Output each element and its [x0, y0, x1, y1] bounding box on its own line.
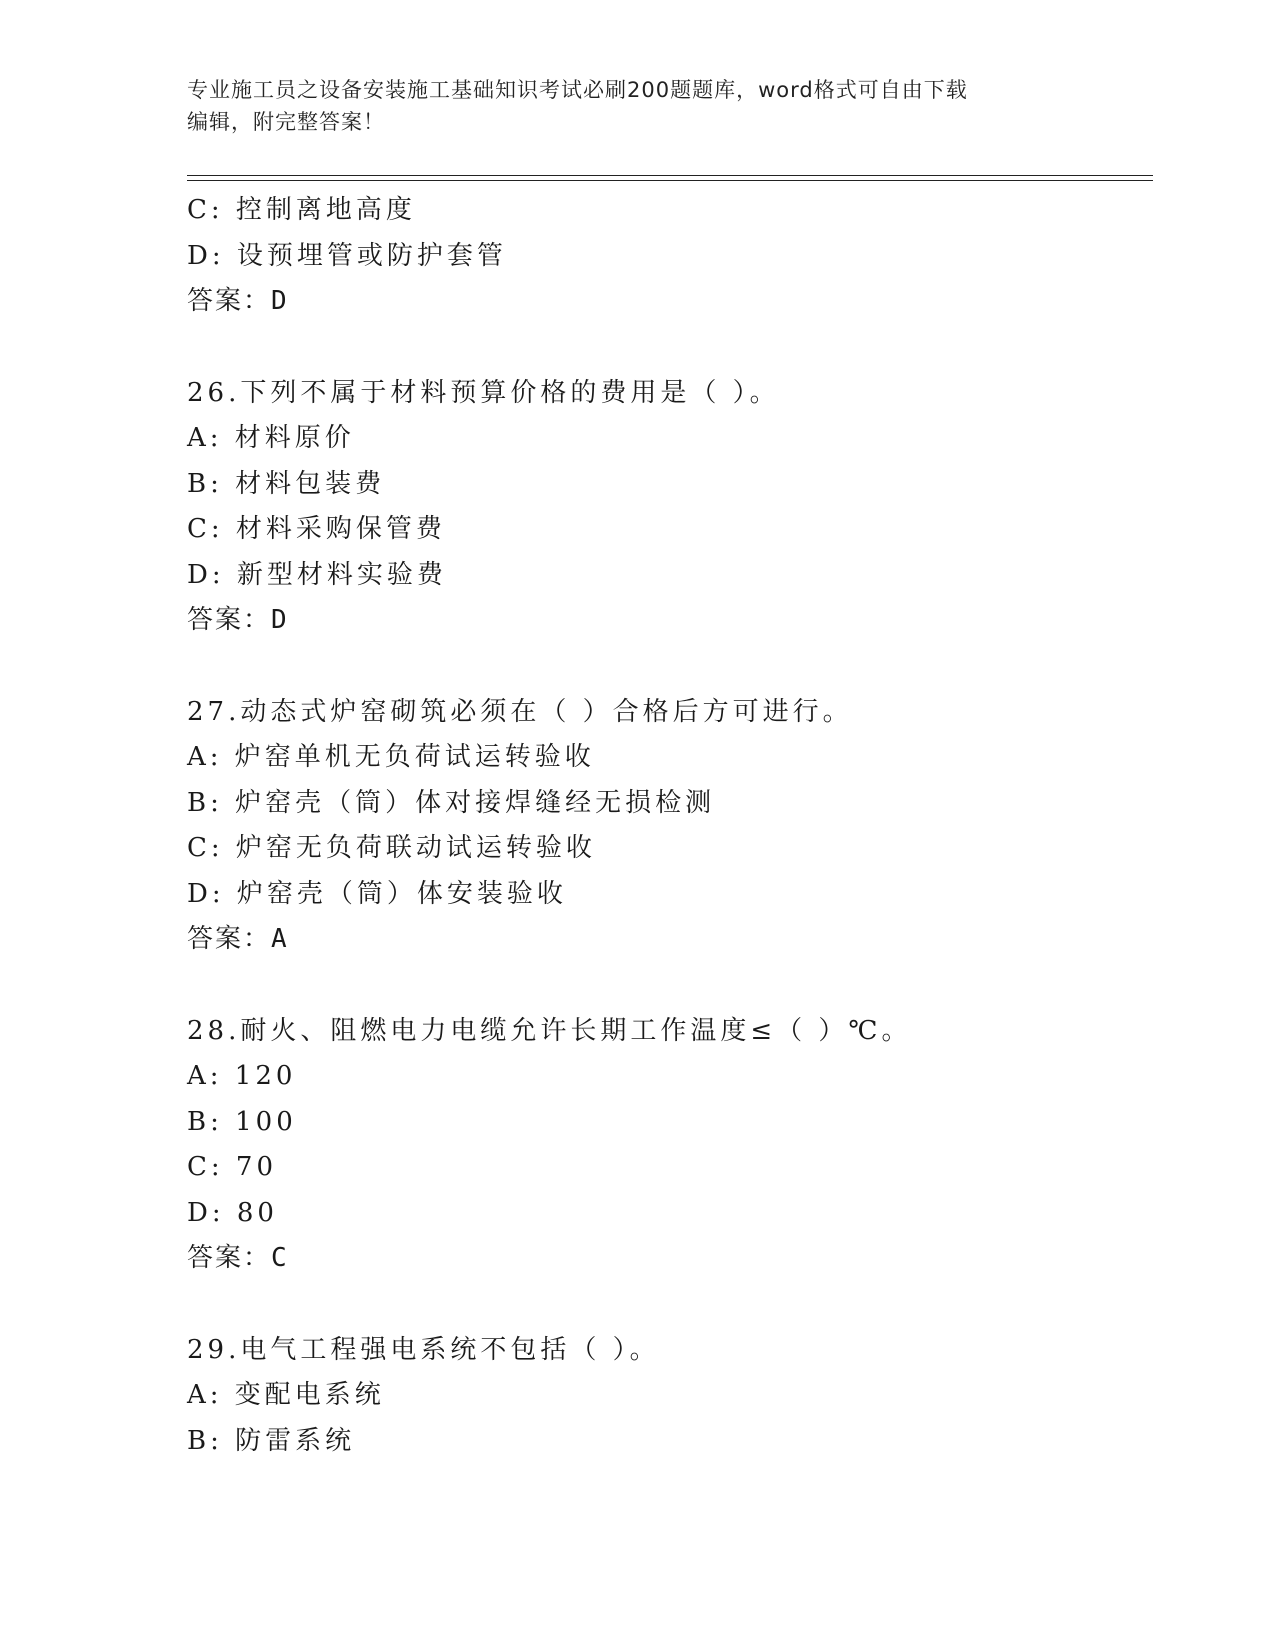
- option-d: D: 新型材料实验费: [187, 559, 447, 590]
- option-b: B: 炉窑壳（筒）体对接焊缝经无损检测: [187, 787, 716, 818]
- option-a: A: 材料原价: [187, 423, 355, 453]
- question-27: [187, 690, 1147, 963]
- option-c: C: 材料采购保管费: [187, 514, 446, 544]
- question-stem: 29.电气工程强电系统不包括（ ）。: [187, 1334, 660, 1365]
- option-d: D: 设预埋管或防护套管: [187, 240, 507, 271]
- answer: 答案：A: [187, 924, 289, 954]
- question-28: [187, 1009, 1147, 1282]
- option-c: C: 70: [187, 1152, 278, 1182]
- header-rule-top: [187, 175, 1153, 176]
- option-a: A: 变配电系统: [187, 1380, 385, 1410]
- option-b: B: 防雷系统: [187, 1425, 356, 1456]
- option-b: B: 材料包装费: [187, 468, 386, 499]
- header-rule-bottom: [187, 180, 1153, 181]
- question-26: [187, 371, 1147, 644]
- option-d: D: 炉窑壳（筒）体安装验收: [187, 878, 567, 909]
- question-stem: 27.动态式炉窑砌筑必须在（ ）合格后方可进行。: [187, 696, 853, 727]
- option-c: C: 控制离地高度: [187, 195, 416, 225]
- option-a: A: 120: [187, 1061, 297, 1091]
- answer: 答案：D: [187, 286, 289, 316]
- answer: 答案：C: [187, 1243, 289, 1273]
- question-list: [187, 188, 1147, 1464]
- previous-question-tail: [187, 188, 1147, 325]
- question-stem: 26.下列不属于材料预算价格的费用是（ ）。: [187, 377, 780, 408]
- question-stem: 28.耐火、阻燃电力电缆允许长期工作温度≤（ ）℃。: [187, 1015, 912, 1046]
- option-a: A: 炉窑单机无负荷试运转验收: [187, 742, 595, 772]
- header-line-2: 编辑，附完整答案！: [187, 110, 385, 134]
- header-line-1: 专业施工员之设备安装施工基础知识考试必刷200题题库，word格式可自由下载: [187, 78, 968, 102]
- option-b: B: 100: [187, 1106, 297, 1137]
- option-c: C: 炉窑无负荷联动试运转验收: [187, 833, 596, 863]
- document-header: [187, 74, 1067, 138]
- answer: 答案：D: [187, 605, 289, 635]
- option-d: D: 80: [187, 1197, 278, 1228]
- question-29: [187, 1328, 1147, 1465]
